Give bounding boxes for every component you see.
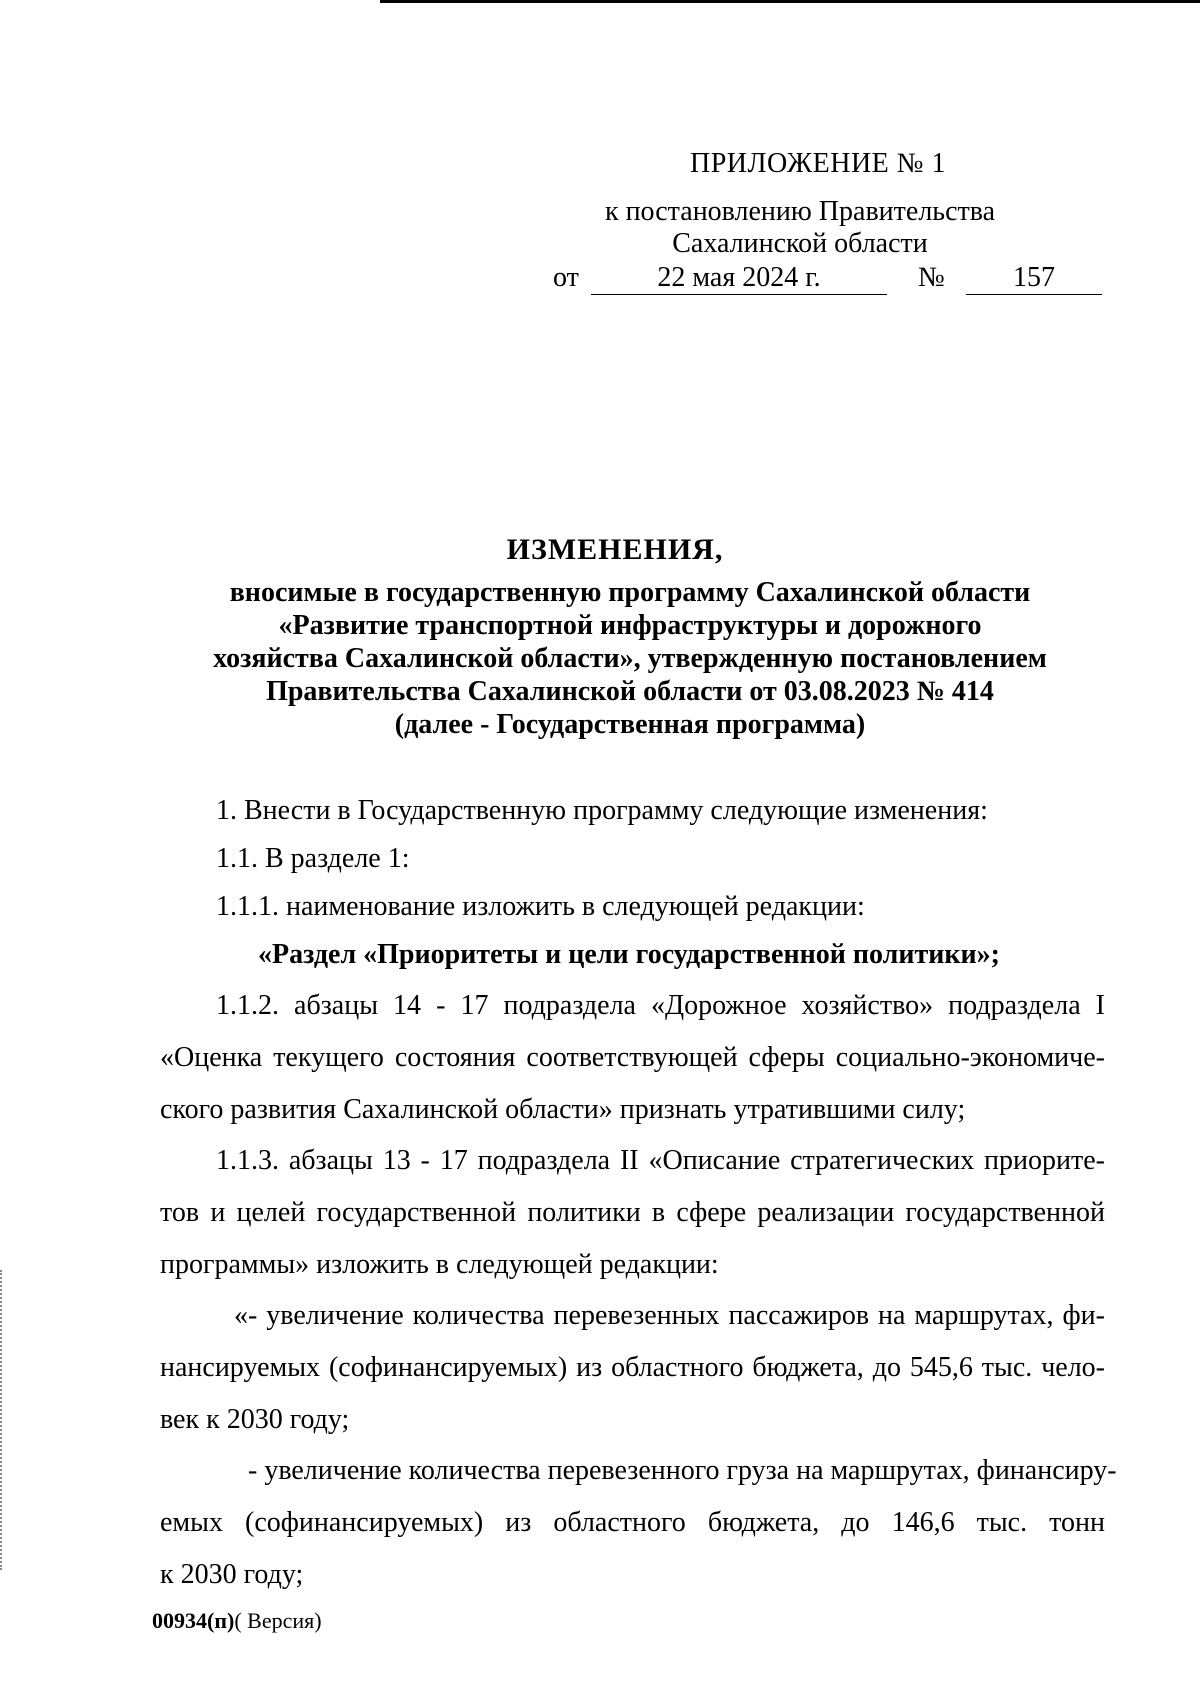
heading-line: хозяйства Сахалинской области», утвержденную постановлением — [213, 643, 1047, 674]
paragraph-6-line-1: 1.1.3. абзацы 13 - 17 подраздела II «Описание стратегических приорите- — [216, 1145, 1105, 1176]
paragraph-7-line-1: «- увеличение количества перевезенных пассажиров на маршрутах, фи- — [234, 1300, 1105, 1331]
paragraph-1: 1. Внести в Государственную программу следующие изменения: — [216, 795, 988, 826]
heading-line: «Развитие транспортной инфраструктуры и дорожного — [278, 610, 982, 641]
paragraph-6-line-3: программы» изложить в следующей редакции: — [160, 1249, 719, 1280]
heading-title: ИЗМЕНЕНИЯ, — [506, 533, 724, 566]
resolution-date: 22 мая 2024 г. — [591, 262, 887, 295]
paragraph-7-line-3: век к 2030 году; — [160, 1404, 350, 1435]
document-heading — [150, 533, 1110, 741]
heading-line: вносимые в государственную программу Сахалинской области — [229, 577, 1031, 608]
heading-line: Правительства Сахалинской области от 03.08.2023 № 414 — [266, 676, 994, 707]
appendix-block — [604, 148, 1020, 259]
footer-version — [152, 1608, 322, 1634]
paragraph-2: 1.1. В разделе 1: — [216, 843, 410, 874]
paragraph-3: 1.1.1. наименование изложить в следующей редакции: — [216, 891, 865, 922]
paragraph-5-line-3: ского развития Сахалинской области» признать утратившими силу; — [160, 1094, 966, 1125]
paragraph-7-line-2: нансируемых (софинансируемых) из областного бюджета, до 545,6 тыс. чело- — [160, 1352, 1105, 1383]
paragraph-5-line-1: 1.1.2. абзацы 14 - 17 подраздела «Дорожное хозяйство» подраздела I — [216, 990, 1105, 1021]
paragraph-8-line-2: емых (софинансируемых) из областного бюджета, до 146,6 тыс. тонн — [160, 1507, 1105, 1538]
paragraph-6-line-2: тов и целей государственной политики в сфере реализации государственной — [160, 1197, 1105, 1228]
scan-margin-marks — [0, 1270, 4, 1570]
appendix-line-2: Сахалинской области — [672, 228, 928, 259]
appendix-title: ПРИЛОЖЕНИЕ № 1 — [690, 148, 946, 179]
from-label: от — [553, 262, 579, 293]
top-border-line — [380, 0, 1200, 3]
heading-line: (далее - Государственная программа) — [394, 709, 866, 740]
paragraph-4-section-title: «Раздел «Приоритеты и цели государственной политики»; — [258, 939, 1000, 970]
paragraph-5-line-2: «Оценка текущего состояния соответствующей сферы социально-экономиче- — [160, 1042, 1105, 1073]
paragraph-8-line-3: к 2030 году; — [160, 1559, 304, 1590]
footer-version-label: ( Версия) — [234, 1608, 322, 1633]
footer-code: 00934(п) — [152, 1608, 235, 1633]
number-sign: № — [918, 262, 945, 293]
appendix-line-1: к постановлению Правительства — [604, 196, 996, 227]
paragraph-8-line-1: - увеличение количества перевезенного груза на маршрутах, финансиру- — [248, 1455, 1117, 1486]
resolution-number: 157 — [966, 262, 1102, 295]
